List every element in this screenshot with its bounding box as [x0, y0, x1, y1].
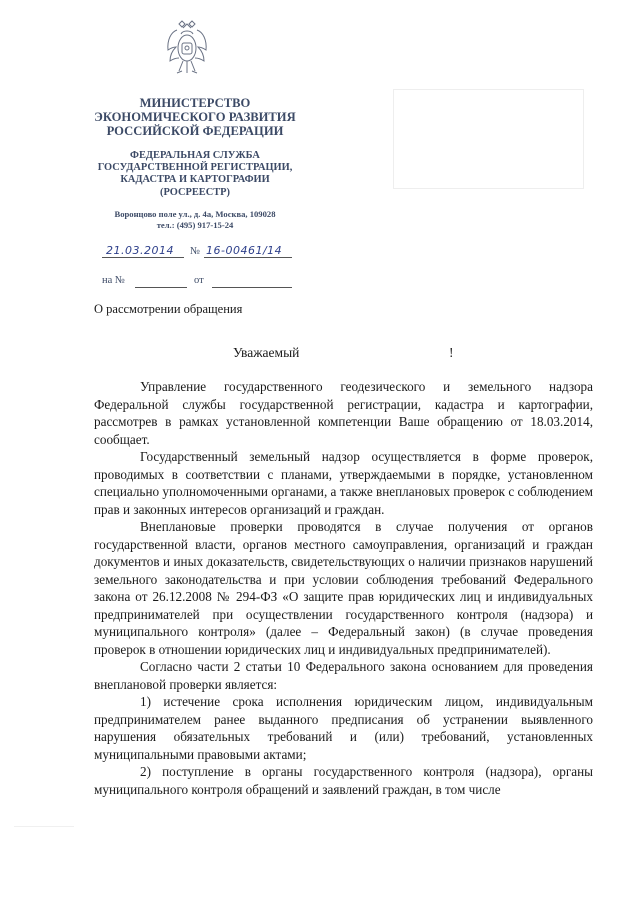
- reference-date-blank: [212, 287, 292, 288]
- service-line: ГОСУДАРСТВЕННОЙ РЕГИСТРАЦИИ,: [97, 162, 293, 174]
- letter-body: [94, 378, 593, 798]
- number-label: №: [190, 246, 201, 257]
- greeting-word: Уважаемый: [233, 345, 300, 360]
- service-line: ФЕДЕРАЛЬНАЯ СЛУЖБА: [130, 150, 260, 161]
- reference-date-label: от: [194, 275, 204, 286]
- redacted-addressee-box: [393, 89, 584, 189]
- scan-edge-mark: [14, 826, 74, 835]
- ministry-name: [80, 96, 310, 138]
- address: Воронцово поле ул., д. 4а, Москва, 109028: [114, 208, 276, 219]
- outgoing-date: 21.03.2014: [106, 244, 174, 257]
- service-name: [80, 150, 310, 199]
- subject-line: О рассмотрении обращения: [94, 302, 243, 316]
- body-paragraph: Государственный земельный надзор осуществляется в форме проверок, проводимых в соответствии с планами, утверждаемыми в порядке, установленном специально уполномоченными органами, а также внеплановых проверок с соблюдением прав и законных интересов организаций и граждан.: [94, 449, 593, 517]
- greeting-exclamation: !: [449, 345, 454, 360]
- reference-number-label: на №: [102, 275, 125, 286]
- body-paragraph: Согласно части 2 статьи 10 Федерального закона основанием для проведения внеплановой проверки является:: [94, 659, 593, 692]
- body-paragraph: 2) поступление в органы государственного контроля (надзора), органы муниципального контроля обращений и заявлений граждан, в том числе: [94, 764, 593, 797]
- outgoing-number-line: [102, 243, 302, 263]
- body-paragraph: Внеплановые проверки проводятся в случае получения от органов государственной власти, органов местного самоуправления, организаций и граждан документов и иных доказательств, свидетельствующих о наличии признаков нарушений земельного законодательства и при условии соблюдения требований Федерального закона от 26.12.2008 № 294-ФЗ «О защите прав юридических лиц и индивидуальных предпринимателей при осуществлении государственного контроля (надзора) и муниципального контроля» (далее – Федеральный закон) (в случае проведения проверок в отношении юридических лиц и индивидуальных предпринимателей).: [94, 519, 593, 657]
- address-block: [80, 209, 310, 232]
- outgoing-number: 16-00461/14: [206, 244, 283, 257]
- reference-number-blank: [135, 287, 187, 288]
- ministry-line: МИНИСТЕРСТВО: [139, 96, 251, 110]
- phone: тел.: (495) 917-15-24: [156, 220, 234, 231]
- body-paragraph: 1) истечение срока исполнения юридическим лицом, индивидуальным предпринимателем ранее выданного предписания об устранении выявленного нарушения обязательных требований и (или) требований, установленных муниципальными правовыми актами;: [94, 694, 593, 762]
- body-paragraph: Управление государственного геодезического и земельного надзора Федеральной службы государственной регистрации, кадастра и картографии, рассмотрев в рамках установленной компетенции Ваше обращению от 18.03.2014, сообщает.: [94, 379, 593, 447]
- ministry-line: РОССИЙСКОЙ ФЕДЕРАЦИИ: [106, 124, 284, 138]
- ministry-line: ЭКОНОМИЧЕСКОГО РАЗВИТИЯ: [94, 110, 296, 124]
- service-line: КАДАСТРА И КАРТОГРАФИИ: [120, 174, 270, 186]
- coat-of-arms-emblem: [159, 18, 215, 82]
- service-line: (РОСРЕЕСТР): [160, 186, 230, 198]
- letterhead: [80, 96, 310, 232]
